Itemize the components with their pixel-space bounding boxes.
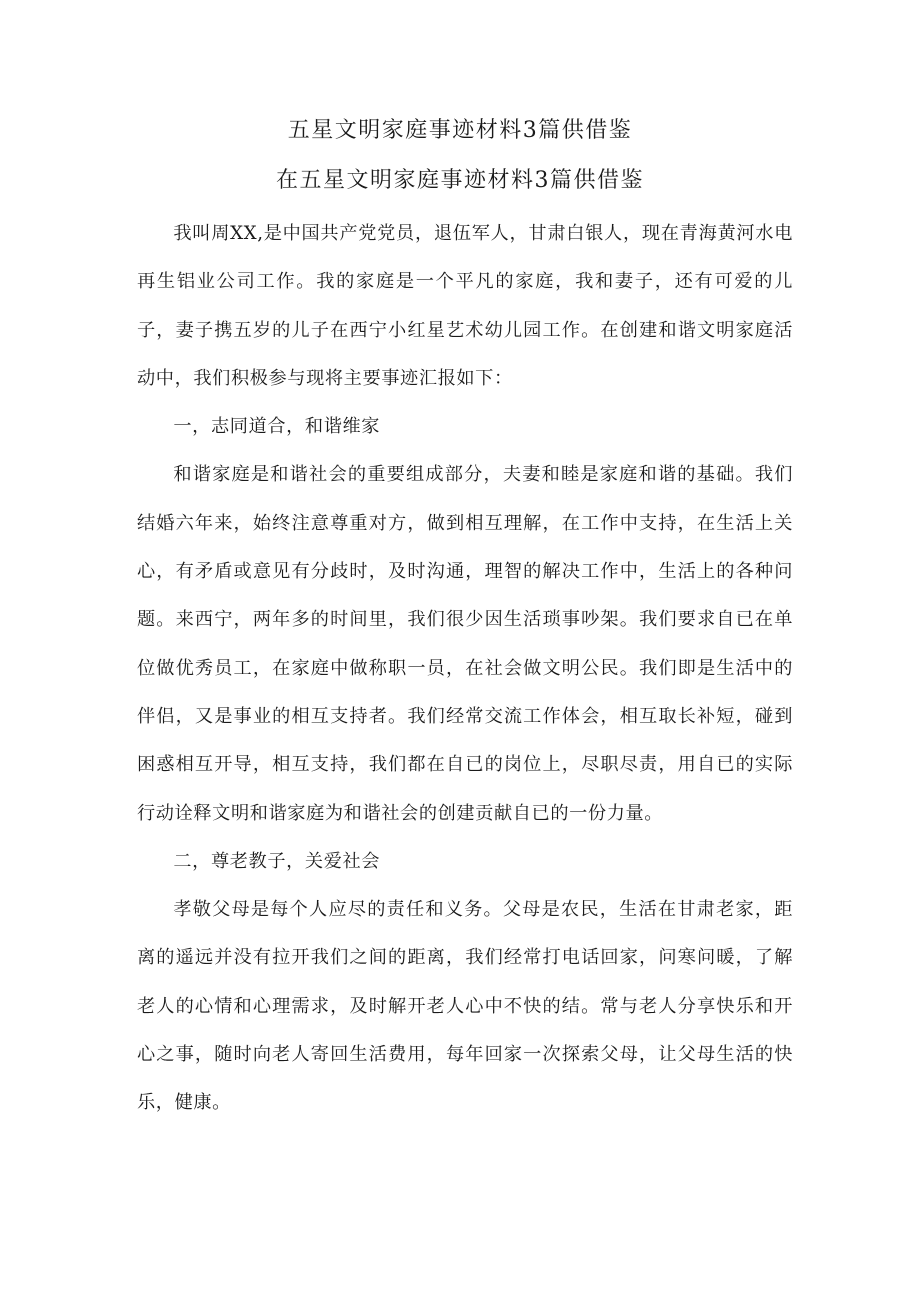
section-heading-2: 二，尊老教子，关爱社会 xyxy=(173,850,381,872)
section-2-paragraph: 孝敬父母是每个人应尽的责任和义务。父母是农民，生活在甘肃老家，距离的遥远并没有拉开我们之间的距离，我们经常打电话回家，问寒问暖，了解老人的心情和心理需求，及时解开老人心中不快的结。常与老人分享快乐和开心之事，随时向老人寄回生活费用，每年回家一次探索父母，让父母生活的快乐，健康。 xyxy=(137,899,793,1114)
document-title: 五星文明家庭事迹材料3篇供借鉴 xyxy=(287,118,633,143)
intro-paragraph: 我叫周XX,是中国共产党党员，退伍军人，甘肃白银人，现在青海黄河水电再生铝业公司工作。我的家庭是一个平凡的家庭，我和妻子，还有可爱的儿子，妻子携五岁的儿子在西宁小红星艺术幼儿园工作。在创建和谐文明家庭活动中，我们积极参与现将主要事迹汇报如下： xyxy=(137,223,793,389)
section-1-paragraph: 和谐家庭是和谐社会的重要组成部分，夫妻和睦是家庭和谐的基础。我们结婚六年来，始终注意尊重对方，做到相互理解，在工作中支持，在生活上关心，有矛盾或意见有分歧时，及时沟通，理智的解决工作中，生活上的各种问题。来西宁，两年多的时间里，我们很少因生活琐事吵架。我们要求自已在单位做优秀员工，在家庭中做称职一员，在社会做文明公民。我们即是生活中的伴侣，又是事业的相互支持者。我们经常交流工作体会，相互取长补短，碰到困惑相互开导，相互支持，我们都在自已的岗位上，尽职尽责，用自已的实际行动诠释文明和谐家庭为和谐社会的创建贡献自已的一份力量。 xyxy=(137,464,793,824)
section-heading-1: 一，志同道合，和谐维家 xyxy=(173,416,381,438)
document-body xyxy=(137,210,793,1128)
document-subtitle: 在五星文明家庭事迹材料3篇供借鉴 xyxy=(276,168,644,193)
